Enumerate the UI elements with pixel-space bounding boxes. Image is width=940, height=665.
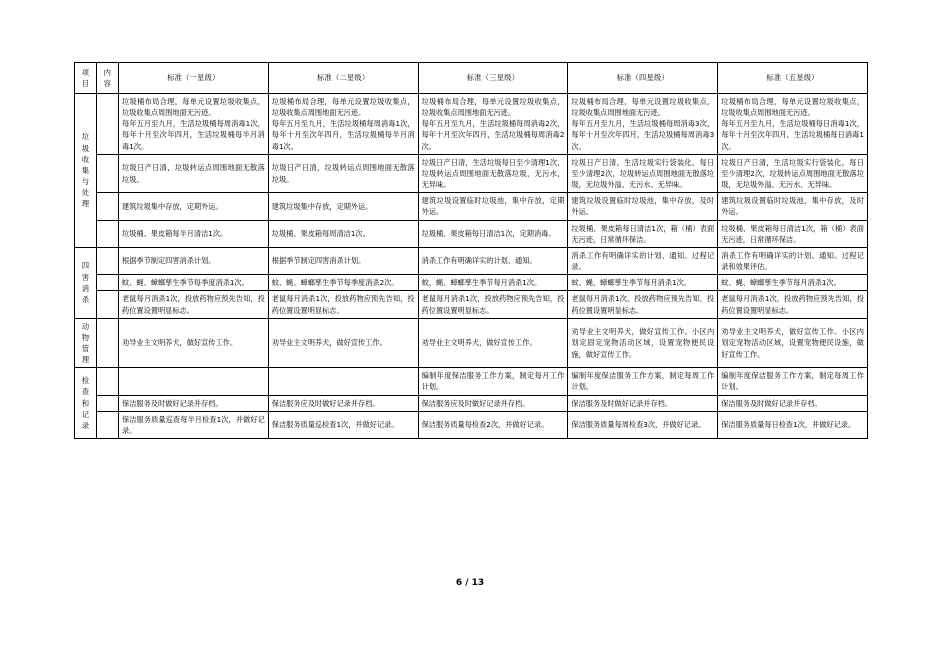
cell-standard-4-star: 建筑垃圾设置临时垃圾池，集中存放，及时外运。 bbox=[568, 193, 718, 220]
table-row bbox=[75, 94, 868, 155]
cell-standard-5-star: 编制年度保洁服务工作方案，制定每周工作计划。 bbox=[718, 368, 868, 395]
cell-standard-4-star: 蚊、蝇、蟑螂孳生季节每月消杀1次。 bbox=[568, 275, 718, 291]
content-label bbox=[97, 247, 119, 274]
cell-standard-1-star: 蚊、蝇、蟑螂孳生季节每季度消杀1次。 bbox=[119, 275, 269, 291]
table-row bbox=[75, 220, 868, 247]
cell-standard-4-star: 劝导业主文明养犬，做好宣传工作。小区内划定固定宠物活动区域，设置宠物便民设施，做好宣传工作。 bbox=[568, 318, 718, 368]
cell-standard-2-star: 建筑垃圾集中存放，定期外运。 bbox=[268, 193, 418, 220]
table-row bbox=[75, 154, 868, 192]
cell-standard-5-star: 劝导业主文明养犬，做好宣传工作。小区内划定宠物活动区域，设置宠物便民设施，做好宣传工作。 bbox=[718, 318, 868, 368]
cell-standard-2-star: 垃圾桶、果皮箱每周清洁1次。 bbox=[268, 220, 418, 247]
header-standard-5-star: 标准（五星级） bbox=[718, 63, 868, 94]
table-row bbox=[75, 368, 868, 395]
cell-standard-3-star: 蚊、蝇、蟑螂孳生季节每月消杀1次。 bbox=[418, 275, 568, 291]
header-item: 项 目 bbox=[75, 63, 97, 94]
content-label bbox=[97, 318, 119, 368]
table-row bbox=[75, 193, 868, 220]
cell-standard-1-star bbox=[119, 368, 269, 395]
content-label bbox=[97, 395, 119, 411]
group-item-label-pest-control: 四 害 消 杀 bbox=[75, 247, 97, 318]
cell-standard-1-star: 老鼠每月消杀1次，投放药物应预先告知，投药位置设置明显标志。 bbox=[119, 291, 269, 318]
cell-standard-3-star: 老鼠每月消杀1次，投放药物应预先告知，投药位置设置明显标志。 bbox=[418, 291, 568, 318]
cell-standard-3-star: 垃圾日产日清，生活垃圾每日至少清理1次，垃圾转运点周围地面无散落垃圾，无污水，无异味。 bbox=[418, 154, 568, 192]
cell-standard-4-star: 老鼠每月消杀1次，投放药物应预先告知，投药位置设置明显标志。 bbox=[568, 291, 718, 318]
cell-standard-1-star: 保洁服务及时做好记录并存档。 bbox=[119, 395, 269, 411]
content-label bbox=[97, 275, 119, 291]
cell-standard-3-star: 垃圾桶、果皮箱每日清洁1次，定期消毒。 bbox=[418, 220, 568, 247]
content-label bbox=[97, 411, 119, 438]
cell-standard-4-star: 保洁服务及时做好记录并存档。 bbox=[568, 395, 718, 411]
cell-standard-4-star: 垃圾桶布局合理，每单元设置垃圾收集点，垃圾收集点周围地面无污迹。 每年五月至九月，生活垃圾桶每周消毒3次，每年十月至次年四月，生活垃圾桶每周消毒3次。 bbox=[568, 94, 718, 155]
content-label bbox=[97, 193, 119, 220]
table-row bbox=[75, 395, 868, 411]
page-number: 6 / 13 bbox=[455, 578, 485, 588]
cell-standard-5-star: 消杀工作有明确详实的计划、通知。过程记录和效果评估。 bbox=[718, 247, 868, 274]
cell-standard-5-star: 蚊、蝇、蟑螂孳生季节每月消杀1次。 bbox=[718, 275, 868, 291]
cell-standard-4-star: 消杀工作有明确详实的计划、通知。过程记录。 bbox=[568, 247, 718, 274]
cell-standard-3-star: 消杀工作有明确详实的计划、通知。 bbox=[418, 247, 568, 274]
header-standard-3-star: 标准（三星级） bbox=[418, 63, 568, 94]
cell-standard-5-star: 垃圾桶、果皮箱每日清洁1次，箱（桶）表面无污迹，日常循环保洁。 bbox=[718, 220, 868, 247]
cell-standard-5-star: 建筑垃圾设置临时垃圾池，集中存放，及时外运。 bbox=[718, 193, 868, 220]
table-row bbox=[75, 247, 868, 274]
standards-table-container bbox=[74, 62, 867, 439]
cell-standard-3-star: 保洁服务应及时做好记录并存档。 bbox=[418, 395, 568, 411]
cell-standard-4-star: 保洁服务质量每周检查3次，并做好记录。 bbox=[568, 411, 718, 438]
header-standard-2-star: 标准（二星级） bbox=[268, 63, 418, 94]
cell-standard-3-star: 编制年度保洁服务工作方案，制定每月工作计划。 bbox=[418, 368, 568, 395]
cell-standard-2-star bbox=[268, 368, 418, 395]
header-content: 内 容 bbox=[97, 63, 119, 94]
cell-standard-2-star: 根据季节制定四害消杀计划。 bbox=[268, 247, 418, 274]
standards-table bbox=[74, 62, 868, 439]
group-item-label-garbage: 垃 圾 收 集 与 处 理 bbox=[75, 94, 97, 248]
cell-standard-1-star: 劝导业主文明养犬，做好宣传工作。 bbox=[119, 318, 269, 368]
table-header-row bbox=[75, 63, 868, 94]
cell-standard-4-star: 垃圾日产日清，生活垃圾实行袋装化，每日至少清理2次，垃圾转运点周围地面无散落垃圾，无垃圾外溢、无污水、无异味。 bbox=[568, 154, 718, 192]
cell-standard-2-star: 蚊、蝇、蟑螂孳生季节每季度消杀2次。 bbox=[268, 275, 418, 291]
cell-standard-3-star: 建筑垃圾设置临时垃圾池，集中存放，定期外运。 bbox=[418, 193, 568, 220]
cell-standard-5-star: 垃圾日产日清，生活垃圾实行袋装化，每日至少清理2次，垃圾转运点周围地面无散落垃圾，无垃圾外溢、无污水、无异味。 bbox=[718, 154, 868, 192]
cell-standard-5-star: 垃圾桶布局合理，每单元设置垃圾收集点，垃圾收集点周围地面无污迹。 每年五月至九月，生活垃圾桶每日消毒1次，每年十月至次年四月，生活垃圾桶每日消毒1次。 bbox=[718, 94, 868, 155]
cell-standard-1-star: 垃圾桶、果皮箱每半月清洁1次。 bbox=[119, 220, 269, 247]
cell-standard-1-star: 建筑垃圾集中存放，定期外运。 bbox=[119, 193, 269, 220]
cell-standard-1-star: 垃圾日产日清，垃圾转运点周围地面无散落垃圾。 bbox=[119, 154, 269, 192]
content-label bbox=[97, 154, 119, 192]
cell-standard-4-star: 垃圾桶、果皮箱每日清洁1次，箱（桶）表面无污迹，日常循环保洁。 bbox=[568, 220, 718, 247]
table-row bbox=[75, 411, 868, 438]
group-item-label-inspection-records: 检 查 和 记 录 bbox=[75, 368, 97, 439]
group-item-label-animal-management: 动 物 管 理 bbox=[75, 318, 97, 368]
header-standard-4-star: 标准（四星级） bbox=[568, 63, 718, 94]
cell-standard-5-star: 保洁服务质量每日检查1次，并做好记录。 bbox=[718, 411, 868, 438]
cell-standard-5-star: 保洁服务及时做好记录并存档。 bbox=[718, 395, 868, 411]
header-standard-1-star: 标准（一星级） bbox=[119, 63, 269, 94]
cell-standard-2-star: 保洁服务质量巡检查1次，并做好记录。 bbox=[268, 411, 418, 438]
content-label bbox=[97, 291, 119, 318]
cell-standard-1-star: 根据季节制定四害消杀计划。 bbox=[119, 247, 269, 274]
content-label bbox=[97, 220, 119, 247]
cell-standard-2-star: 老鼠每月消杀1次，投放药物应预先告知，投药位置设置明显标志。 bbox=[268, 291, 418, 318]
cell-standard-2-star: 劝导业主文明养犬，做好宣传工作。 bbox=[268, 318, 418, 368]
table-row bbox=[75, 275, 868, 291]
cell-standard-3-star: 垃圾桶布局合理，每单元设置垃圾收集点，垃圾收集点周围地面无污迹。 每年五月至九月，生活垃圾桶每周消毒2次，每年十月至次年四月，生活垃圾桶每周消毒2次。 bbox=[418, 94, 568, 155]
cell-standard-3-star: 劝导业主文明养犬，做好宣传工作。 bbox=[418, 318, 568, 368]
cell-standard-2-star: 保洁服务应及时做好记录并存档。 bbox=[268, 395, 418, 411]
cell-standard-2-star: 垃圾日产日清，垃圾转运点周围地面无散落垃圾。 bbox=[268, 154, 418, 192]
content-label bbox=[97, 368, 119, 395]
cell-standard-4-star: 编制年度保洁服务工作方案，制定每周工作计划。 bbox=[568, 368, 718, 395]
table-row bbox=[75, 318, 868, 368]
cell-standard-2-star: 垃圾桶布局合理，每单元设置垃圾收集点，垃圾收集点周围地面无污迹。 每年五月至九月，生活垃圾桶每周消毒1次，每年十月至次年四月，生活垃圾桶每半月消毒1次。 bbox=[268, 94, 418, 155]
cell-standard-5-star: 老鼠每月消杀1次，投放药物应预先告知，投药位置设置明显标志。 bbox=[718, 291, 868, 318]
cell-standard-1-star: 保洁服务质量巡查每半月检查1次，并做好记录。 bbox=[119, 411, 269, 438]
table-row bbox=[75, 291, 868, 318]
cell-standard-1-star: 垃圾桶布局合理，每单元设置垃圾收集点，垃圾收集点周围地面无污迹。 每年五月至九月，生活垃圾桶每周消毒1次，每年十月至次年四月，生活垃圾桶每半月消毒1次。 bbox=[119, 94, 269, 155]
content-label bbox=[97, 94, 119, 155]
cell-standard-3-star: 保洁服务质量每检查2次，并做好记录。 bbox=[418, 411, 568, 438]
